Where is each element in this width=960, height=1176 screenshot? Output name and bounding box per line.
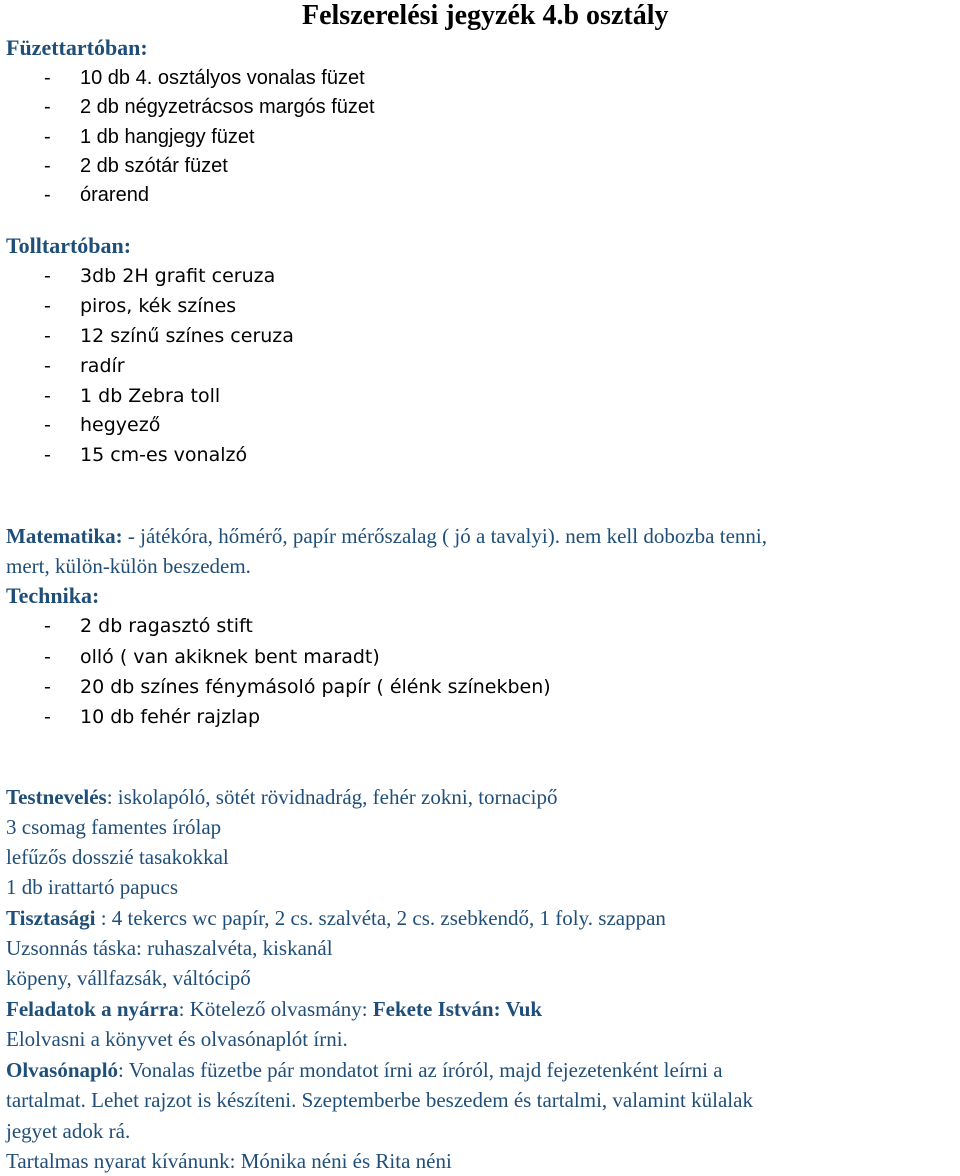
misc-line: lefűzős dosszié tasakokkal [6, 845, 229, 869]
list-item: - 1 db hangjegy füzet [44, 126, 255, 148]
matematika-line-1: Matematika: - játékóra, hőmérő, papír mérőszalag ( jó a tavalyi). nem kell dobozba tenni, [6, 524, 767, 548]
olvasonaplo-line-1: Olvasónapló: Vonalas füzetbe pár mondatot írni az íróról, majd fejezetenként leírni a [6, 1058, 723, 1082]
list-item: - olló ( van akiknek bent maradt) [44, 646, 380, 668]
list-item: - hegyező [44, 414, 161, 436]
closing-line: Tartalmas nyarat kívánunk: Mónika néni és Rita néni [6, 1149, 452, 1173]
heading-technika: Technika: [6, 583, 100, 608]
list-item: - 3db 2H grafit ceruza [44, 265, 276, 287]
feladatok-line: Feladatok a nyárra: Kötelező olvasmány: Fekete István: Vuk [6, 997, 543, 1021]
list-item: - 2 db négyzetrácsos margós füzet [44, 96, 375, 118]
testneveles-line: Testnevelés: iskolapóló, sötét rövidnadrág, fehér zokni, tornacipő [6, 785, 558, 809]
list-item: - 2 db ragasztó stift [44, 615, 253, 637]
list-item: - 1 db Zebra toll [44, 385, 221, 407]
list-item: - 12 színű színes ceruza [44, 325, 294, 347]
document-title: Felszerelési jegyzék 4.b osztály [302, 0, 669, 31]
olvasonaplo-line-3: jegyet adok rá. [6, 1119, 131, 1143]
misc-line: 1 db irattartó papucs [6, 875, 179, 899]
list-item: - 2 db szótár füzet [44, 155, 228, 177]
list-item: - 20 db színes fénymásoló papír ( élénk színekben) [44, 676, 551, 698]
olvasonaplo-line-2: tartalmat. Lehet rajzot is készíteni. Szeptemberbe beszedem és tartalmi, valamint külalak [6, 1088, 753, 1112]
list-item: - órarend [44, 184, 149, 206]
list-item: - piros, kék színes [44, 295, 237, 317]
heading-tolltarto: Tolltartóban: [6, 233, 132, 258]
elolvasni-line: Elolvasni a könyvet és olvasónaplót írni. [6, 1027, 348, 1051]
tisztasagi-line: Tisztasági : 4 tekercs wc papír, 2 cs. szalvéta, 2 cs. zsebkendő, 1 foly. szappan [6, 906, 666, 930]
list-item: - 15 cm-es vonalzó [44, 444, 248, 466]
list-item: - 10 db 4. osztályos vonalas füzet [44, 67, 365, 89]
list-item: - radír [44, 355, 125, 377]
list-item: - 10 db fehér rajzlap [44, 706, 261, 728]
misc-line: 3 csomag famentes írólap [6, 815, 222, 839]
heading-fuzettarto: Füzettartóban: [6, 35, 148, 60]
kopeny-line: köpeny, vállfazsák, váltócipő [6, 966, 251, 990]
uzsonnas-line: Uzsonnás táska: ruhaszalvéta, kiskanál [6, 936, 333, 960]
matematika-line-2: mert, külön-külön beszedem. [6, 554, 251, 578]
